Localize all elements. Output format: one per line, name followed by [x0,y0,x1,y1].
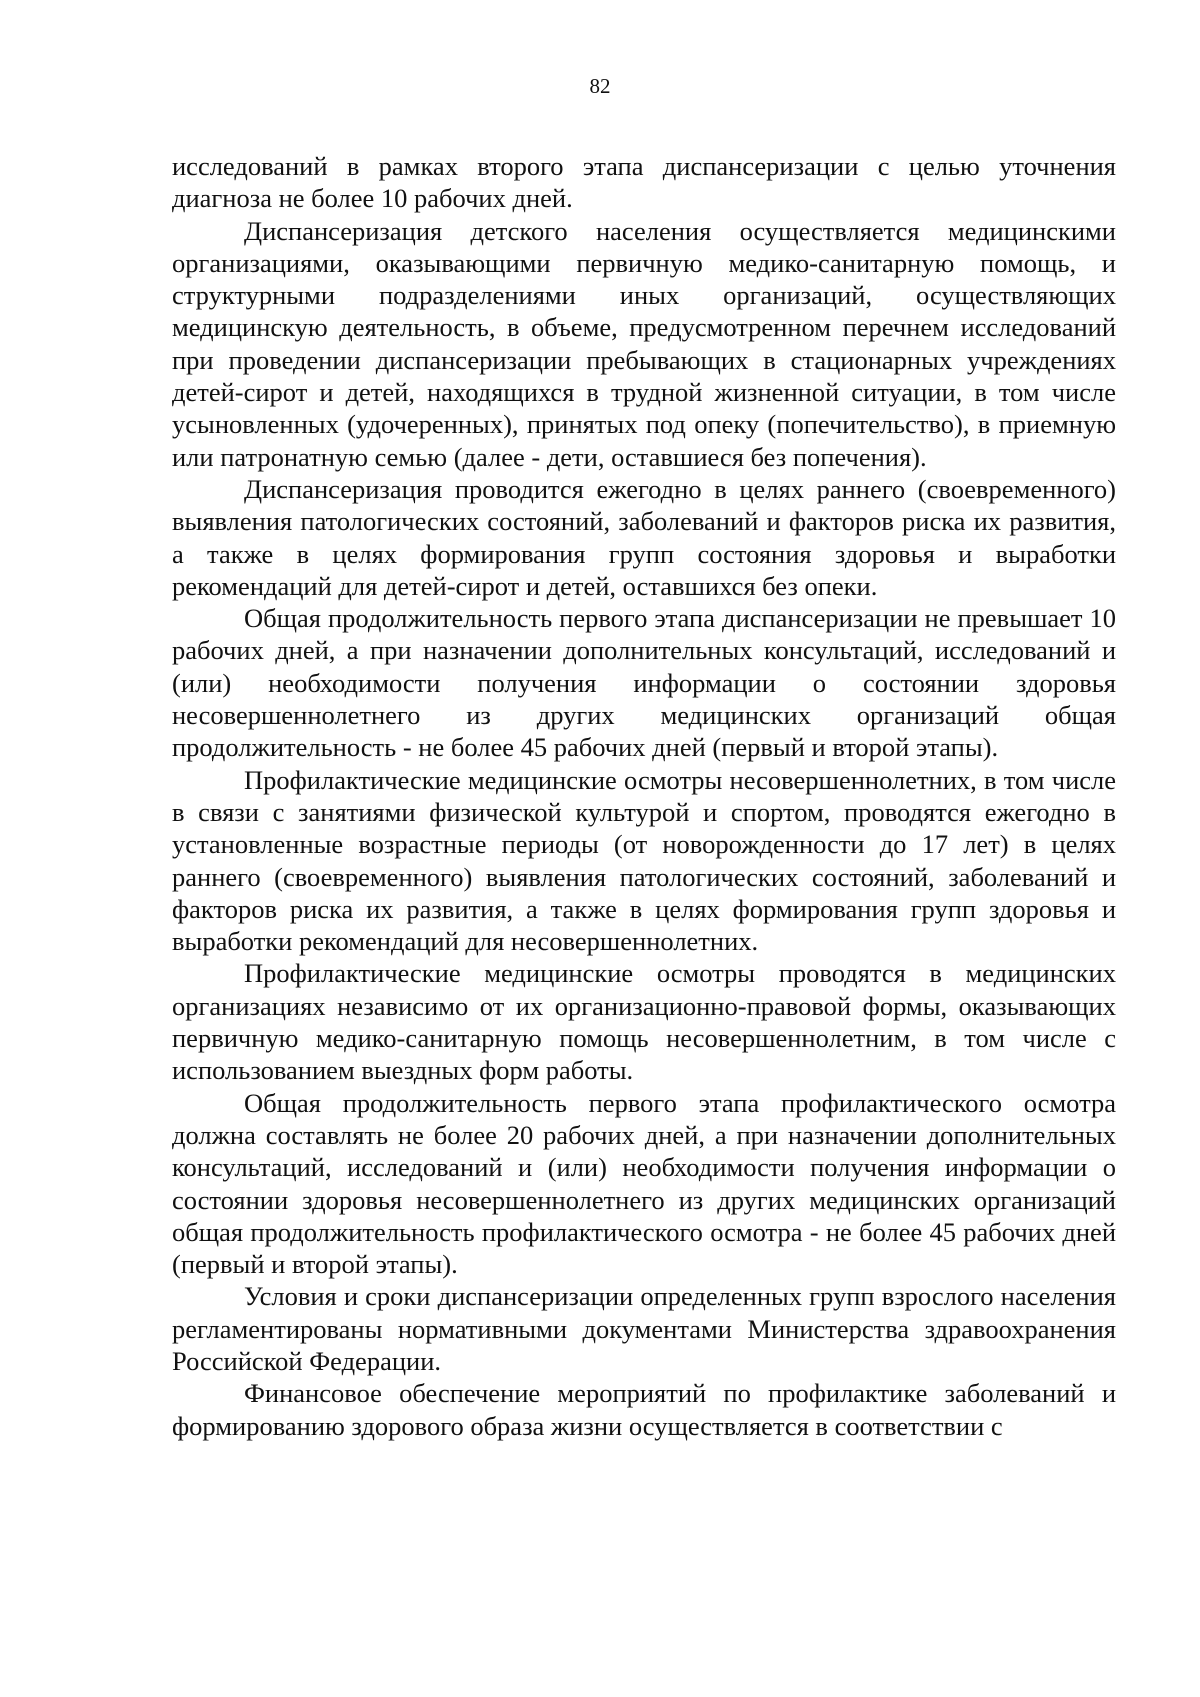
paragraph: Общая продолжительность первого этапа профилактического осмотра должна составлять не более 20 рабочих дней, а при назначении дополнительных консультаций, исследований и (или) необходимости получения информации о состоянии здоровья несовершеннолетнего из других медицинских организаций общая продолжительность профилактического осмотра - не более 45 рабочих дней (первый и второй этапы). [172,1087,1116,1280]
paragraph: Диспансеризация проводится ежегодно в целях раннего (своевременного) выявления патологических состояний, заболеваний и факторов риска их развития, а также в целях формирования групп состояния здоровья и выработки рекомендаций для детей-сирот и детей, оставшихся без опеки. [172,473,1116,601]
paragraph: Финансовое обеспечение мероприятий по профилактике заболеваний и формированию здорового образа жизни осуществляется в соответствии с [172,1378,1116,1441]
document-body [172,150,1116,1442]
paragraph-continuation: исследований в рамках второго этапа диспансеризации с целью уточнения диагноза не более 10 рабочих дней. [172,151,1116,214]
paragraph: Условия и сроки диспансеризации определенных групп взрослого населения регламентированы нормативными документами Министерства здравоохранения Российской Федерации. [172,1281,1116,1376]
paragraph: Профилактические медицинские осмотры несовершеннолетних, в том числе в связи с занятиями физической культурой и спортом, проводятся ежегодно в установленные возрастные периоды (от новорожденности до 17 лет) в целях раннего (своевременного) выявления патологических состояний, заболеваний и факторов риска их развития, а также в целях формирования групп здоровья и выработки рекомендаций для несовершеннолетних. [172,764,1116,957]
page-number: 82 [589,74,611,98]
paragraph: Диспансеризация детского населения осуществляется медицинскими организациями, оказывающими первичную медико-санитарную помощь, и структурными подразделениями иных организаций, осуществляющих медицинскую деятельность, в объеме, предусмотренном перечнем исследований при проведении диспансеризации пребывающих в стационарных учреждениях детей-сирот и детей, находящихся в трудной жизненной ситуации, в том числе усыновленных (удочеренных), принятых под опеку (попечительство), в приемную или патронатную семью (далее - дети, оставшиеся без попечения). [172,215,1116,472]
paragraph: Общая продолжительность первого этапа диспансеризации не превышает 10 рабочих дней, а при назначении дополнительных консультаций, исследований и (или) необходимости получения информации о состоянии здоровья несовершеннолетнего из других медицинских организаций общая продолжительность - не более 45 рабочих дней (первый и второй этапы). [172,603,1116,763]
paragraph: Профилактические медицинские осмотры проводятся в медицинских организациях независимо от их организационно-правовой формы, оказывающих первичную медико-санитарную помощь несовершеннолетним, в том числе с использованием выездных форм работы. [172,958,1116,1086]
